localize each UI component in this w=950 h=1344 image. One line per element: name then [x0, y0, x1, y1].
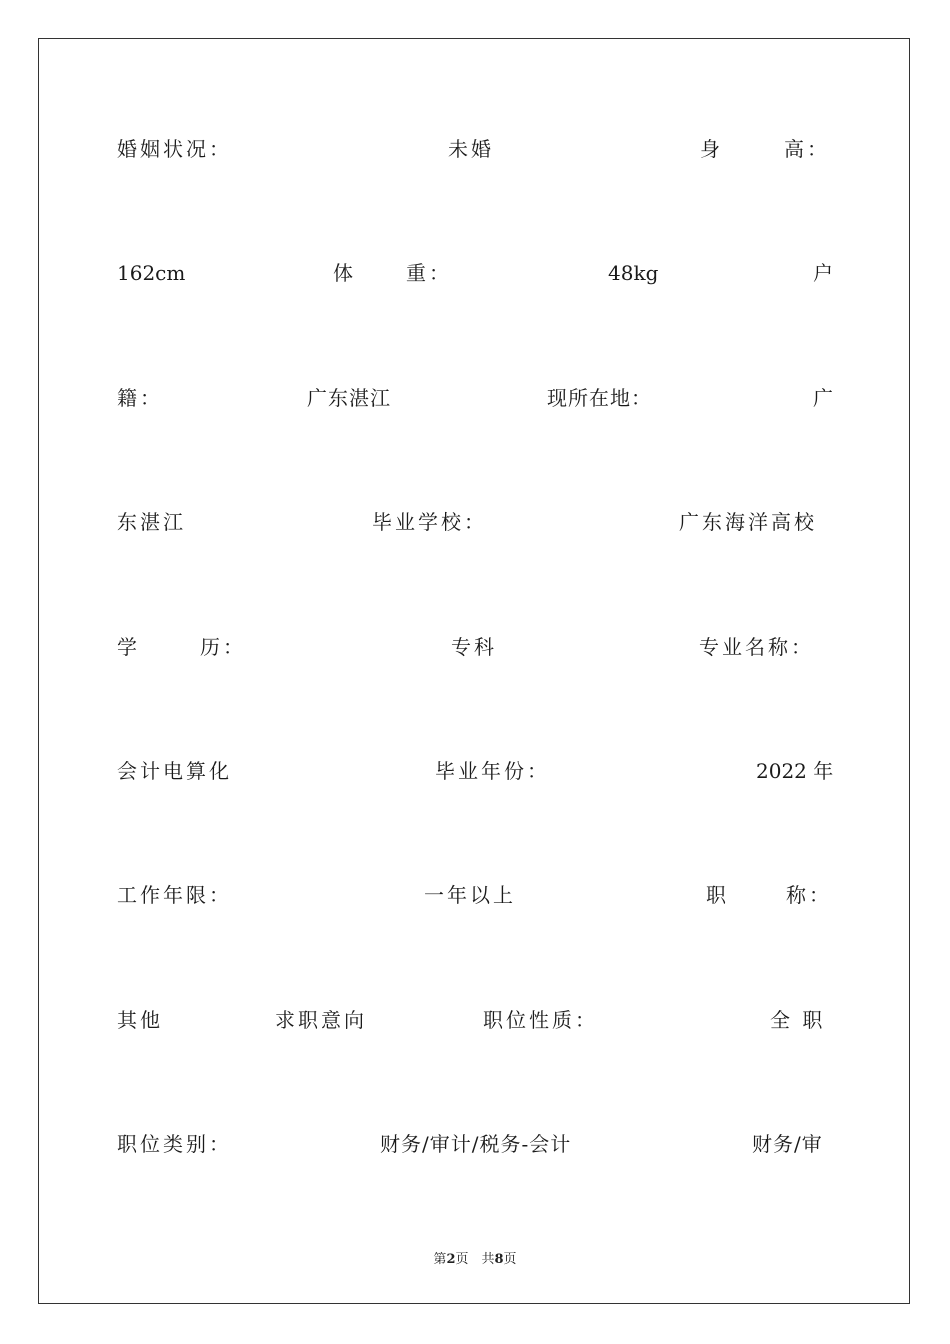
label-major: 专业名称：	[699, 634, 814, 659]
value-job-category: 财务/审计/税务-会计	[380, 1132, 572, 1157]
line-major-year	[117, 748, 833, 872]
label-title-1: 职	[706, 883, 729, 908]
footer-page-number: 2	[446, 1252, 456, 1267]
value-height: 162cm	[117, 261, 186, 286]
label-grad-year: 毕业年份：	[435, 758, 550, 783]
label-school: 毕业学校：	[372, 510, 487, 535]
line-marital	[117, 126, 833, 250]
label-location: 现所在地：	[547, 385, 652, 410]
footer-mid: 页 共	[455, 1252, 495, 1267]
resume-content	[117, 126, 836, 1246]
label-height-2: 高：	[784, 137, 830, 161]
value-job-nature: 全 职	[770, 1007, 826, 1032]
value-title: 其他	[117, 1007, 163, 1032]
line-hukou-location	[117, 375, 836, 499]
value-hukou: 广东湛江	[307, 385, 391, 410]
line-education	[117, 624, 833, 748]
value-education: 专科	[451, 634, 497, 659]
value-marital: 未婚	[448, 137, 494, 161]
value-location-1: 广	[813, 385, 836, 410]
value-weight: 48kg	[608, 261, 659, 286]
value-major: 会计电算化	[117, 758, 232, 783]
value-school: 广东海洋高校	[679, 510, 817, 535]
label-education-1: 学	[117, 634, 140, 659]
value-work-years: 一年以上	[424, 883, 516, 908]
line-school	[117, 499, 833, 623]
page-footer	[0, 1248, 950, 1267]
label-weight-2: 重：	[406, 261, 452, 286]
value-grad-year: 2022 年	[756, 758, 834, 783]
footer-prefix: 第	[433, 1252, 447, 1267]
line-job-intent	[117, 997, 833, 1121]
value-location-2: 东湛江	[117, 510, 186, 535]
footer-total-pages: 8	[494, 1252, 504, 1267]
line-height-weight	[117, 250, 836, 374]
label-education-2: 历：	[200, 634, 246, 659]
label-weight-1: 体	[333, 261, 356, 286]
section-job-intent: 求职意向	[275, 1007, 367, 1032]
label-title-2: 称：	[786, 883, 832, 908]
label-job-nature: 职位性质：	[483, 1007, 598, 1032]
footer-suffix: 页	[503, 1252, 517, 1267]
label-hukou-2: 籍：	[117, 385, 163, 410]
label-marital: 婚姻状况：	[117, 137, 232, 161]
line-job-category	[117, 1121, 833, 1245]
label-height-1: 身	[700, 137, 723, 161]
label-hukou-1: 户	[813, 261, 836, 286]
label-work-years: 工作年限：	[117, 883, 232, 908]
label-job-category: 职位类别：	[117, 1132, 232, 1157]
line-work-years	[117, 872, 833, 996]
value-job-category-2: 财务/审	[752, 1132, 823, 1157]
